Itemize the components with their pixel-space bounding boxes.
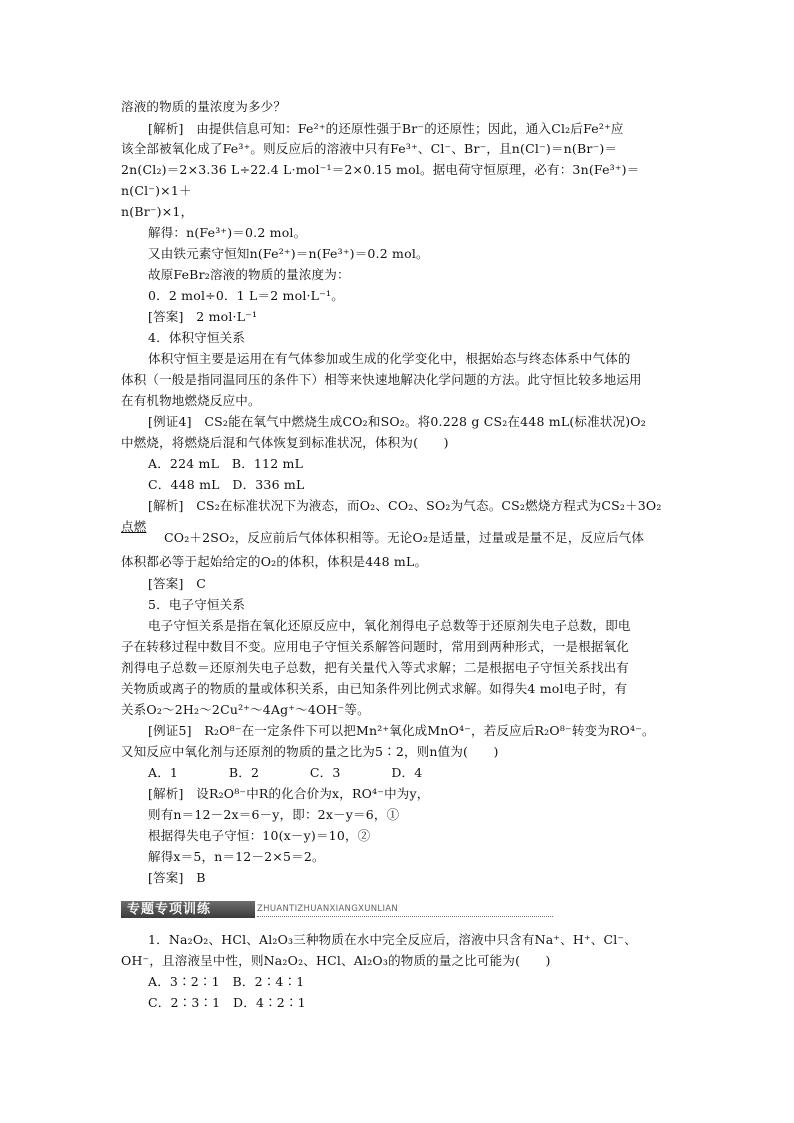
text-line: 根据得失电子守恒：10(x－y)＝10，②	[148, 828, 371, 843]
answer-line: [答案] B	[148, 870, 206, 885]
text-line: CO₂＋2SO₂，反应前后气体体积相等。无论O₂是适量，过量或是量不足，反应后气体	[164, 530, 645, 545]
text-line: 又由铁元素守恒知n(Fe²⁺)＝n(Fe³⁺)＝0.2 mol。	[148, 246, 429, 261]
text-line: n(Cl⁻)×1＋	[121, 183, 192, 198]
text-line: 子在转移过程中数目不变。应用电子守恒关系解答问题时，常用到两种形式，一是根据氧化	[121, 639, 630, 654]
example-line: [例证4] CS₂能在氧气中燃烧生成CO₂和SO₂。将0.228 g CS₂在448 mL(标准状况)O₂	[148, 414, 646, 429]
text-line: 关系O₂～2H₂～2Cu²⁺～4Ag⁺～4OH⁻等。	[121, 702, 370, 717]
section-heading: 5．电子守恒关系	[148, 597, 246, 612]
option-line: A．3∶2∶1 B．2∶4∶1	[148, 974, 305, 989]
text-line: [解析] 由提供信息可知：Fe²⁺的还原性强于Br⁻的还原性；因此，通入Cl₂后Fe²⁺应	[148, 121, 624, 136]
text-line: 中燃烧，将燃烧后混和气体恢复到标准状况，体积为( )	[121, 435, 449, 450]
section-heading: 4．体积守恒关系	[148, 330, 246, 345]
text-line: 剂得电子总数＝还原剂失电子总数，把有关量代入等式求解；二是根据电子守恒关系找出有	[121, 660, 630, 675]
reaction-condition: 点燃	[121, 519, 147, 534]
example-line: [例证5] R₂O⁸⁻在一定条件下可以把Mn²⁺氧化成MnO⁴⁻，若反应后R₂O⁸⁻转变为RO⁴⁻。	[148, 723, 655, 738]
text-line: 又知反应中氧化剂与还原剂的物质的量之比为5∶2，则n值为( )	[121, 744, 499, 759]
text-line: 关物质或离子的物质的量或体积关系，由已知条件列比例式求解。如得失4 mol电子时，有	[121, 681, 628, 696]
text-line: OH⁻，且溶液呈中性，则Na₂O₂、HCl、Al₂O₃的物质的量之比可能为( )	[121, 953, 551, 968]
text-line: 电子守恒关系是指在氧化还原反应中，氧化剂得电子总数等于还原剂失电子总数，即电	[148, 618, 631, 633]
banner-title: 专题专项训练	[121, 901, 255, 918]
option-line: C．448 mL D．336 mL	[148, 477, 305, 492]
text-line: 该全部被氧化成了Fe³⁺。则反应后的溶液中只有Fe³⁺、Cl⁻、Br⁻，且n(Cl⁻)＝n(Br⁻)＝	[121, 141, 618, 156]
option-line: A．224 mL B．112 mL	[148, 456, 304, 471]
question-line: 1．Na₂O₂、HCl、Al₂O₃三种物质在水中完全反应后，溶液中只含有Na⁺、H⁺、Cl⁻、	[148, 932, 637, 947]
text-line: [解析] CS₂在标准状况下为液态，而O₂、CO₂、SO₂为气态。CS₂燃烧方程式为CS₂＋3O₂	[148, 498, 662, 513]
option-line: C．2∶3∶1 D．4∶2∶1	[148, 995, 306, 1010]
answer-line: [答案] C	[148, 576, 207, 591]
text-line: 2n(Cl₂)＝2×3.36 L÷22.4 L·mol⁻¹＝2×0.15 mol。据电荷守恒原理，必有：3n(Fe³⁺)＝	[121, 162, 640, 177]
text-line: 体积（一般是指同温同压的条件下）相等来快速地解决化学问题的方法。此守恒比较多地运用	[121, 372, 642, 387]
section-banner	[121, 901, 421, 919]
text-line: [解析] 设R₂O⁸⁻中R的化合价为x，RO⁴⁻中为y，	[148, 786, 430, 801]
text-line: 解得：n(Fe³⁺)＝0.2 mol。	[148, 225, 307, 240]
text-line: 在有机物地燃烧反应中。	[121, 393, 261, 408]
banner-dotted-rule	[257, 916, 553, 917]
text-line: 故原FeBr₂溶液的物质的量浓度为：	[148, 267, 350, 282]
answer-line: [答案] 2 mol·L⁻¹	[148, 309, 258, 324]
banner-pinyin: ZHUANTIZHUANXIANGXUNLIAN	[257, 904, 399, 914]
text-line: 体积守恒主要是运用在有气体参加或生成的化学变化中，根据始态与终态体系中气体的	[148, 351, 631, 366]
option-line: A．1 B．2 C．3 D．4	[148, 765, 423, 780]
text-line: 0．2 mol÷0．1 L＝2 mol·L⁻¹。	[148, 288, 344, 303]
text-line: 解得x＝5，n＝12－2×5＝2。	[148, 849, 325, 864]
text-line: 溶液的物质的量浓度为多少？	[121, 99, 287, 114]
text-line: 体积都必等于起始给定的O₂的体积，体积是448 mL。	[121, 554, 428, 569]
text-line: 则有n＝12－2x＝6－y，即：2x－y＝6，①	[148, 807, 400, 822]
text-line: n(Br⁻)×1，	[121, 204, 194, 219]
